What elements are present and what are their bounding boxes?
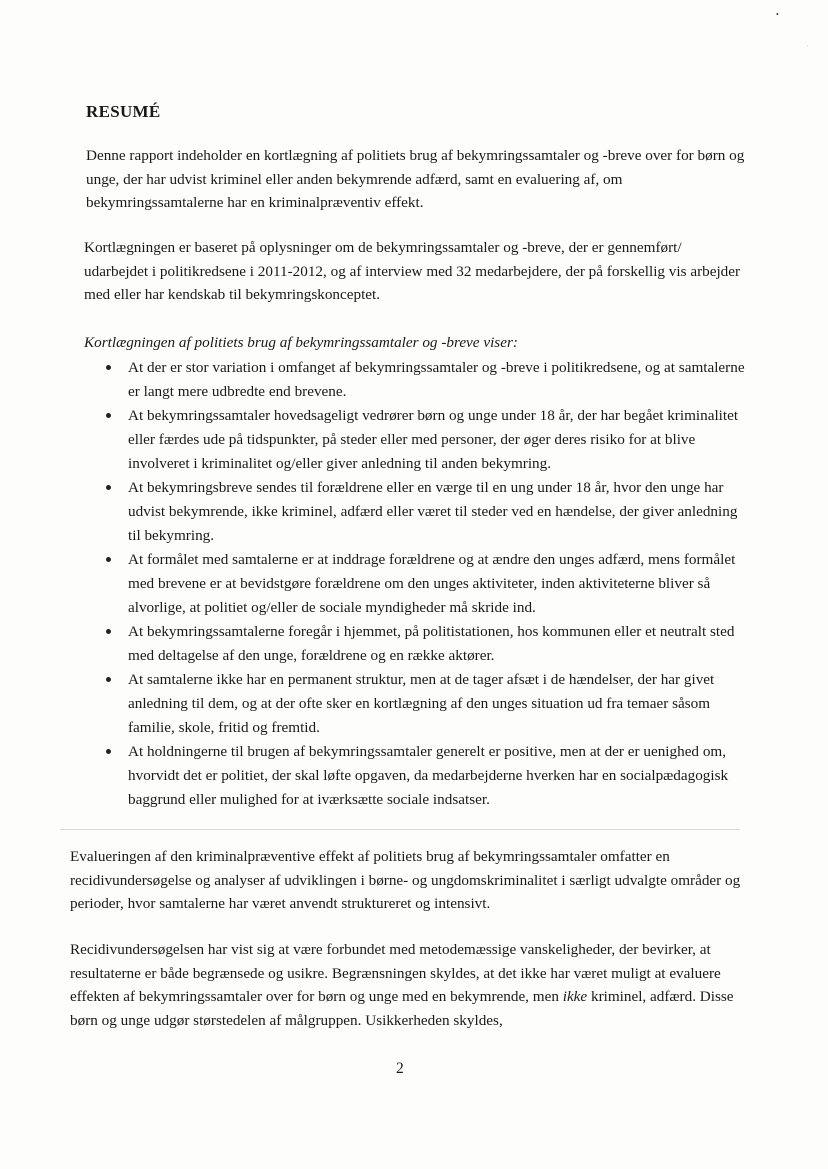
list-item-text: At samtalerne ikke har en permanent struktur, men at de tager afsæt i de hændelser, der har givet anledning til dem, og at der ofte sker en kortlægning af den unges situation ud fra temaer såsom familie, skole, fritid og fremtid. [128, 671, 715, 736]
bullet-icon [106, 677, 111, 682]
recidivism-emphasis: ikke [562, 988, 588, 1005]
list-item-text: At formålet med samtalerne er at inddrage forældrene og at ændre den unges adfærd, mens formålet med brevene er at bevidstgøre forældrene om den unges aktiviteter, inden aktiviteterne bliver så alvorlige, at politiet og/eller de sociale myndigheder må skride ind. [128, 551, 736, 616]
scan-speck: · [806, 42, 809, 51]
list-item [100, 740, 750, 812]
list-item [100, 404, 750, 476]
bullet-icon [106, 629, 111, 634]
findings-list [100, 356, 750, 812]
bullet-icon [106, 557, 111, 562]
list-item-text: At holdningerne til brugen af bekymringssamtaler generelt er positive, men at der er uenighed om, hvorvidt det er politiet, der skal løfte opgaven, da medarbejderne hverken har en socialpædagogisk baggrund eller mulighed for at iværksætte sociale indsatser. [128, 743, 729, 808]
list-item-text: At bekymringssamtaler hovedsageligt vedrører børn og unge under 18 år, der har begået kriminalitet eller færdes ude på tidspunkter, på steder eller med personer, der øger deres risiko for at blive involveret i kriminalitet og/eller giver anledning til anden bekymring. [128, 407, 739, 472]
list-item-text: At bekymringsbreve sendes til forældrene eller en værge til en ung under 18 år, hvor den unge har udvist bekymrende, ikke kriminel, adfærd eller været til steder ved en hændelse, der giver anledning til bekymring. [128, 479, 738, 544]
list-item [100, 548, 750, 620]
findings-lead: Kortlægningen af politiets brug af bekymringssamtaler og -breve viser: [84, 334, 518, 351]
bullet-icon [106, 413, 111, 418]
recidivism-text-b: kriminel, adfærd. Disse børn og unge udgør størstedelen af målgruppen. Usikkerheden skyldes, [70, 988, 734, 1029]
list-item [100, 476, 750, 548]
bullet-icon [106, 365, 111, 370]
list-item [100, 356, 750, 404]
recidivism-text-a: Recidivundersøgelsen har vist sig at være forbundet med metodemæssige vanskeligheder, der bevirker, at resultaterne er både begrænsede og usikre. Begrænsningen skyldes, at det ikke har været muligt at evaluere effekten af bekymringssamtaler over for børn og unge med en bekymrende, men [70, 941, 721, 1005]
page-title: RESUMÉ [86, 102, 161, 121]
basis-paragraph: Kortlægningen er baseret på oplysninger om de bekymringssamtaler og -breve, der er gennemført/ udarbejdet i politikredsene i 2011-2012, og af interview med 32 medarbejdere, der på forskellig vis arbejder med eller har kendskab til bekymringskonceptet. [84, 239, 741, 303]
section-divider [60, 829, 740, 830]
scan-speck: • [776, 10, 779, 19]
recidivism-paragraph [70, 938, 742, 1032]
list-item-text: At der er stor variation i omfanget af bekymringssamtaler og -breve i politikredsene, og at samtalerne er langt mere udbredte end brevene. [128, 359, 745, 400]
intro-paragraph: Denne rapport indeholder en kortlægning af politiets brug af bekymringssamtaler og -breve over for børn og unge, der har udvist kriminel eller anden bekymrende adfærd, samt en evaluering af, om bekymringssamtalerne har en kriminalpræventiv effekt. [86, 147, 745, 211]
list-item [100, 668, 750, 740]
bullet-icon [106, 485, 111, 490]
page-number: 2 [396, 1060, 404, 1077]
evaluation-paragraph: Evalueringen af den kriminalpræventive effekt af politiets brug af bekymringssamtaler omfatter en recidivundersøgelse og analyser af udviklingen i børne- og ungdomskriminalitet i særligt udvalgte områder og perioder, hvor samtalerne har været anvendt struktureret og intensivt. [70, 848, 741, 912]
bullet-icon [106, 749, 111, 754]
list-item-text: At bekymringssamtalerne foregår i hjemmet, på politistationen, hos kommunen eller et neutralt sted med deltagelse af den unge, forældrene og en række aktører. [128, 623, 735, 664]
list-item [100, 620, 750, 668]
